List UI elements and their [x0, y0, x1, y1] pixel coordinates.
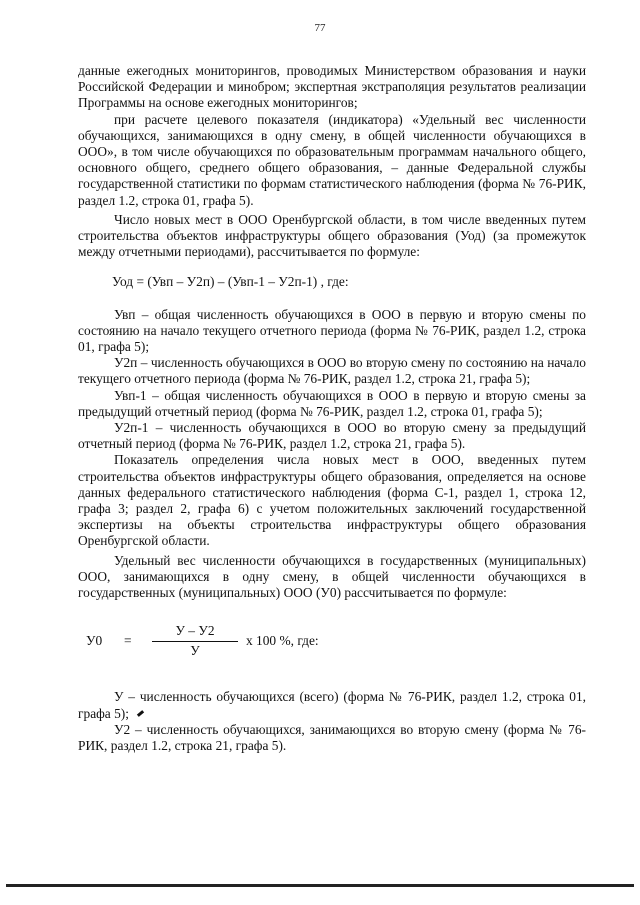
paragraph-new-places: Число новых мест в ООО Оренбургской области, в том числе введенных путем строительства объектов инфраструктуры общего образования (Уод) (за промежуток между отчетными периодами), рассчитывается по формуле: [78, 211, 586, 260]
definition-u2p: У2п – численность обучающихся в ООО во вторую смену по состоянию на начало текущего отчетного периода (форма № 76-РИК, раздел 1.2, строка 21, графа 5); [78, 355, 586, 387]
formula-equals: = [124, 633, 132, 649]
page-number: 77 [314, 22, 326, 34]
definition-uvp-1: Увп-1 – общая численность обучающихся в ООО в первую и вторую смены за предыдущий отчетный период (форма № 76-РИК, раздел 1.2, строка 01, графа 5); [78, 387, 586, 419]
definition-u [78, 689, 586, 721]
definition-uvp: Увп – общая численность обучающихся в ООО в первую и вторую смены по состоянию на начало текущего отчетного периода (форма № 76-РИК, раздел 1.2, строка 01, графа 5); [78, 306, 586, 355]
paragraph-data-sources: данные ежегодных мониторингов, проводимых Министерством образования и науки Российской Федерации и минобром; экспертная экстраполяция результатов реализации Программы на основе ежегодных мониторингов; [78, 63, 586, 111]
formula-rhs: х 100 %, где: [246, 633, 319, 649]
paragraph-share-one-shift: Удельный вес численности обучающихся в государственных (муниципальных) ООО, занимающихся в одну смену, в общей численности обучающихся в государственных (муниципальных) ООО (У0) рассчитывается по формуле: [78, 552, 586, 601]
paragraph-target-indicator: при расчете целевого показателя (индикатора) «Удельный вес численности обучающихся, занимающихся в одну смену, в общей численности обучающихся в ООО», в том числе обучающихся по образовательным программам начального общего, основного общего, среднего общего образования, – данные Федеральной службы государственной статистики по формам статистического наблюдения (форма № 76-РИК, раздел 1.2, строка 01, графа 5). [78, 111, 586, 208]
formula-denominator: У [190, 642, 200, 658]
bottom-rule [6, 884, 634, 887]
page-body [78, 63, 586, 754]
definition-u2p-1: У2п-1 – численность обучающихся в ООО во вторую смену за предыдущий отчетный период (форма № 76-РИК, раздел 1.2, строка 21, графа 5). [78, 420, 586, 452]
pen-mark-icon [137, 710, 144, 717]
paragraph-indicator-basis: Показатель определения числа новых мест в ООО, введенных путем строительства объектов инфраструктуры общего образования, определяется на основе данных федерального статистического наблюдения (форма С-1, раздел 1, строка 12, графа 3; раздел 2, графа 6) с учетом положительных заключений государственной экспертизы на объекты строительства инфраструктуры общего образования Оренбургской области. [78, 452, 586, 549]
formula-numerator: У – У2 [152, 623, 238, 641]
formula-share-one-shift [86, 623, 586, 663]
formula-lhs: У0 [86, 633, 103, 649]
formula-new-places: Уод = (Увп – У2п) – (Увп-1 – У2п-1) , где: [112, 274, 349, 290]
definition-u2: У2 – численность обучающихся, занимающихся во вторую смену (форма № 76-РИК, раздел 1.2, строка 21, графа 5). [78, 721, 586, 753]
definition-u-text: У – численность обучающихся (всего) (форма № 76-РИК, раздел 1.2, строка 01, графа 5); [78, 689, 586, 721]
formula-fraction [152, 623, 238, 658]
